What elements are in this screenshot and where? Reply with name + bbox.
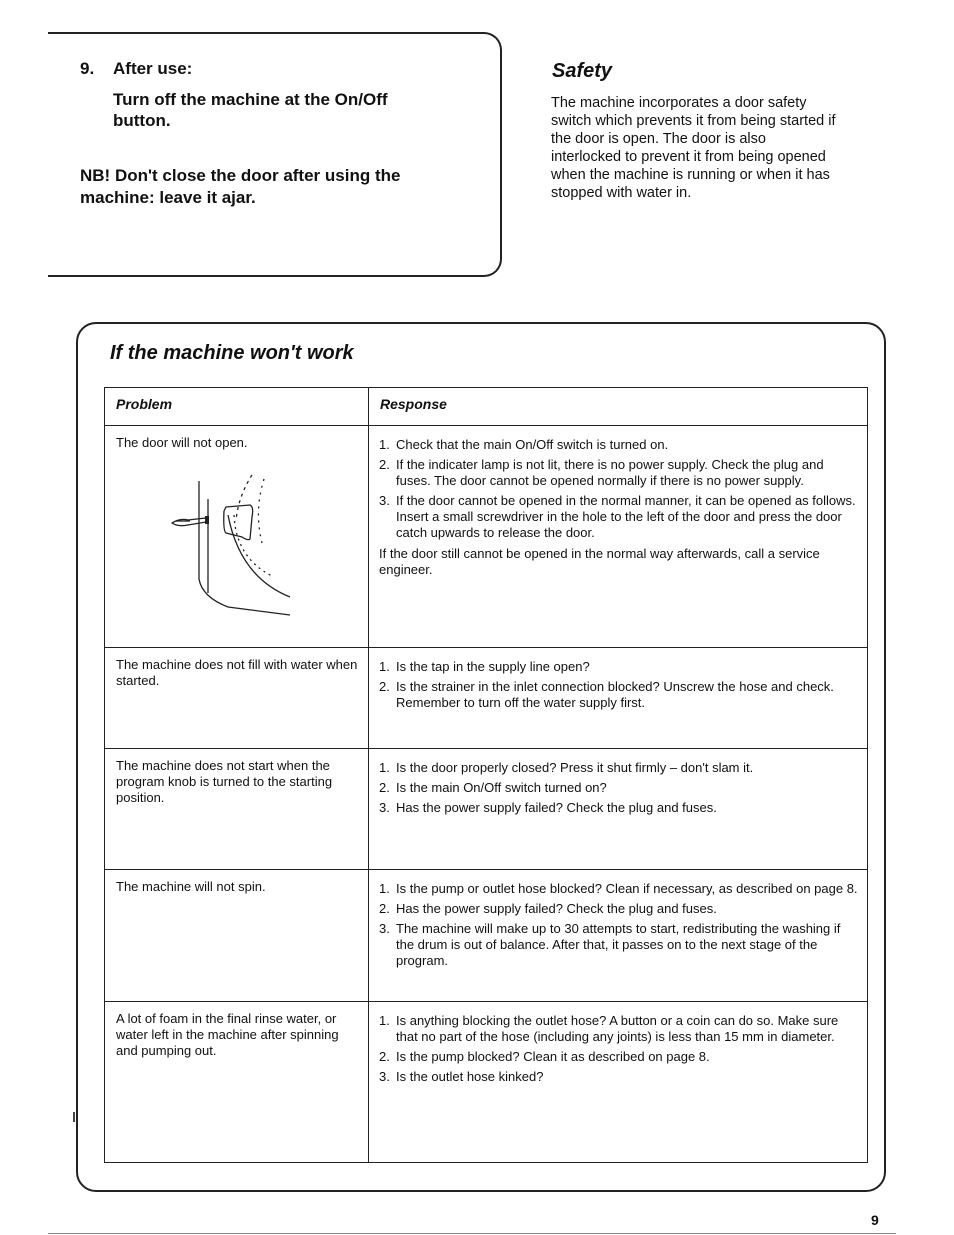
item-number: 1.: [379, 881, 390, 896]
problem-cell: [105, 426, 369, 648]
item-number: 2.: [379, 457, 390, 472]
item-text: Is the outlet hose kinked?: [396, 1069, 544, 1084]
item-number: 3.: [379, 493, 390, 508]
troubleshooting-table: [104, 387, 868, 1163]
item-text: Check that the main On/Off switch is turned on.: [396, 437, 669, 452]
list-item: [379, 679, 859, 711]
response-header: Response: [369, 388, 868, 426]
item-number: 3.: [379, 921, 390, 936]
step-heading-text: After use:: [113, 59, 193, 78]
item-number: 3.: [379, 800, 390, 815]
table-row: [105, 1002, 868, 1163]
list-item: [379, 1013, 859, 1045]
list-item: [379, 921, 859, 969]
step-number: 9.: [80, 59, 95, 78]
item-number: 2.: [379, 780, 390, 795]
response-cell: [369, 648, 868, 749]
step-note: NB! Don't close the door after using the machine: leave it ajar.: [80, 166, 401, 207]
list-item: [379, 493, 859, 541]
item-text: Is the door properly closed? Press it shut firmly – don't slam it.: [396, 760, 754, 775]
item-text: Is the pump blocked? Clean it as described on page 8.: [396, 1049, 710, 1064]
response-cell: [369, 749, 868, 870]
item-text: Is the tap in the supply line open?: [396, 659, 590, 674]
table-header-row: [105, 388, 868, 426]
item-number: 2.: [379, 679, 390, 694]
table-row: [105, 426, 868, 648]
problem-cell: The machine will not spin.: [105, 870, 369, 1002]
list-item: [379, 457, 859, 489]
door-release-screwdriver-icon: [166, 471, 306, 621]
response-cell: [369, 870, 868, 1002]
step-heading: [80, 59, 192, 79]
item-number: 1.: [379, 1013, 390, 1028]
item-text: The machine will make up to 30 attempts to start, redistributing the washing if the drum is out of balance. After that, it passes on to the next stage of the program.: [396, 921, 841, 968]
item-number: 1.: [379, 659, 390, 674]
scan-mark: [73, 1112, 75, 1122]
safety-title: Safety: [552, 60, 613, 82]
table-row: [105, 648, 868, 749]
item-text: Is the main On/Off switch turned on?: [396, 780, 607, 795]
problem-cell: The machine does not start when the program knob is turned to the starting position.: [105, 749, 369, 870]
list-item: [379, 659, 859, 675]
page-number: 9: [871, 1212, 879, 1228]
problem-cell: A lot of foam in the final rinse water, or water left in the machine after spinning and pumping out.: [105, 1002, 369, 1163]
item-text: Is anything blocking the outlet hose? A button or a coin can do so. Make sure that no part of the hose (including any joints) is less than 15 mm in diameter.: [396, 1013, 839, 1044]
problem-text: The door will not open.: [116, 435, 248, 450]
service-note: If the door still cannot be opened in the normal way afterwards, call a service engineer.: [379, 546, 820, 577]
item-text: Has the power supply failed? Check the plug and fuses.: [396, 901, 717, 916]
item-text: Is the pump or outlet hose blocked? Clean if necessary, as described on page 8.: [396, 881, 858, 896]
item-number: 2.: [379, 1049, 390, 1064]
list-item: [379, 901, 859, 917]
response-cell: [369, 1002, 868, 1163]
footer-rule: [48, 1233, 896, 1234]
list-item: [379, 800, 859, 816]
item-text: If the indicater lamp is not lit, there is no power supply. Check the plug and fuses. The door cannot be opened normally if there is no power supply.: [396, 457, 824, 488]
item-text: Has the power supply failed? Check the plug and fuses.: [396, 800, 717, 815]
list-item: [379, 1049, 859, 1065]
list-item: [379, 437, 859, 453]
response-cell: [369, 426, 868, 648]
problem-cell: The machine does not fill with water when started.: [105, 648, 369, 749]
item-number: 1.: [379, 437, 390, 452]
list-item: [379, 1069, 859, 1085]
item-number: 3.: [379, 1069, 390, 1084]
table-row: [105, 749, 868, 870]
table-row: [105, 870, 868, 1002]
troubleshooting-title: If the machine won't work: [110, 342, 354, 364]
item-text: If the door cannot be opened in the normal manner, it can be opened as follows. Insert a small screwdriver in the hole to the left of the door and press the door catch upwards to release the door.: [396, 493, 856, 540]
list-item: [379, 780, 859, 796]
item-number: 1.: [379, 760, 390, 775]
list-item: [379, 881, 859, 897]
item-text: Is the strainer in the inlet connection blocked? Unscrew the hose and check. Remember to turn off the water supply first.: [396, 679, 834, 710]
list-item: [379, 760, 859, 776]
item-number: 2.: [379, 901, 390, 916]
safety-text: The machine incorporates a door safety switch which prevents it from being started if the door is open. The door is also interlocked to prevent it from being opened when the machine is running or when it has stopped with water in.: [551, 95, 836, 201]
problem-header: Problem: [105, 388, 369, 426]
step-instruction: Turn off the machine at the On/Off button.: [113, 90, 388, 130]
